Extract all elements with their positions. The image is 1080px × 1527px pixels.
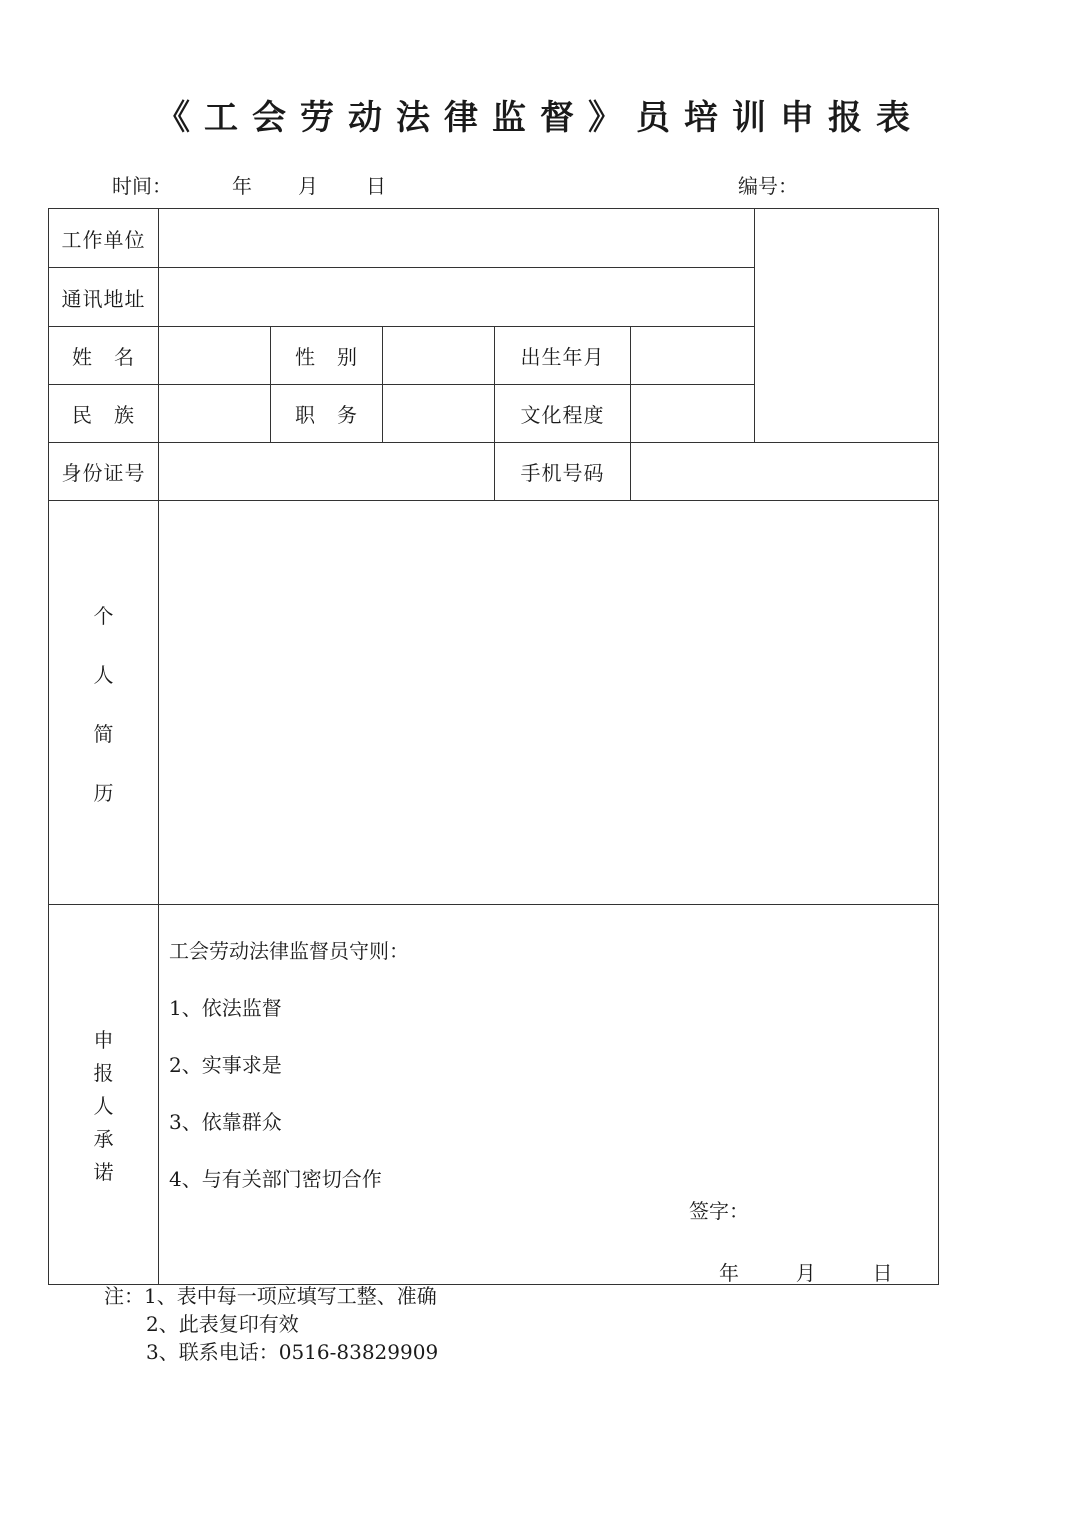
- name-label: 姓 名: [49, 327, 159, 385]
- signature-day: 日: [872, 1261, 893, 1285]
- resume-field[interactable]: [159, 501, 939, 905]
- promise-label-char: 承: [93, 1127, 114, 1151]
- position-field[interactable]: [383, 385, 495, 443]
- ethnicity-label: 民 族: [49, 385, 159, 443]
- number-label: 编号：: [738, 174, 798, 198]
- signature-month: 月: [795, 1261, 816, 1285]
- resume-label-char: 人: [93, 662, 114, 687]
- address-label: 通讯地址: [49, 268, 159, 327]
- photo-box[interactable]: [755, 209, 939, 443]
- gender-field[interactable]: [383, 327, 495, 385]
- resume-label-cell: [49, 501, 159, 905]
- note-item: 1、表中每一项应填写工整、准确: [144, 1284, 437, 1308]
- signature-year: 年: [719, 1261, 739, 1285]
- page-title: 《工会劳动法律监督》员培训申报表: [156, 98, 924, 138]
- promise-label-char: 人: [93, 1094, 114, 1118]
- promise-label-cell: [49, 905, 159, 1285]
- resume-label-char: 个: [93, 603, 114, 628]
- promise-label-char: 报: [93, 1061, 114, 1085]
- notes-prefix: 注：: [104, 1284, 144, 1308]
- note-item: 2、此表复印有效: [146, 1312, 299, 1336]
- gender-label: 性 别: [271, 327, 383, 385]
- work-unit-field[interactable]: [159, 209, 755, 268]
- month-label: 月: [298, 174, 318, 198]
- work-unit-label: 工作单位: [49, 209, 159, 268]
- promise-label-char: 申: [93, 1028, 114, 1052]
- signature-label: 签字：: [689, 1199, 749, 1223]
- name-field[interactable]: [159, 327, 271, 385]
- rule-item: 1、依法监督: [169, 996, 282, 1020]
- application-form: [48, 208, 939, 1285]
- birth-field[interactable]: [631, 327, 755, 385]
- phone-label: 手机号码: [495, 443, 631, 501]
- note-item: 3、联系电话：0516-83829909: [146, 1340, 439, 1364]
- promise-label-char: 诺: [93, 1160, 114, 1184]
- rule-item: 3、依靠群众: [169, 1110, 282, 1134]
- promise-content: [159, 905, 939, 1285]
- rule-item: 2、实事求是: [169, 1053, 282, 1077]
- birth-label: 出生年月: [495, 327, 631, 385]
- resume-label-char: 简: [93, 721, 114, 746]
- address-field[interactable]: [159, 268, 755, 327]
- rules-heading: 工会劳动法律监督员守则：: [169, 939, 409, 963]
- day-label: 日: [366, 174, 386, 198]
- position-label: 职 务: [271, 385, 383, 443]
- id-number-field[interactable]: [159, 443, 495, 501]
- id-number-label: 身份证号: [49, 443, 159, 501]
- education-label: 文化程度: [495, 385, 631, 443]
- resume-label-char: 历: [93, 780, 114, 805]
- phone-field[interactable]: [631, 443, 939, 501]
- signature-date: [719, 1257, 892, 1286]
- notes: [104, 1282, 438, 1366]
- education-field[interactable]: [631, 385, 755, 443]
- ethnicity-field[interactable]: [159, 385, 271, 443]
- year-label: 年: [232, 174, 252, 198]
- rule-item: 4、与有关部门密切合作: [169, 1167, 382, 1191]
- time-label: 时间：: [112, 174, 172, 198]
